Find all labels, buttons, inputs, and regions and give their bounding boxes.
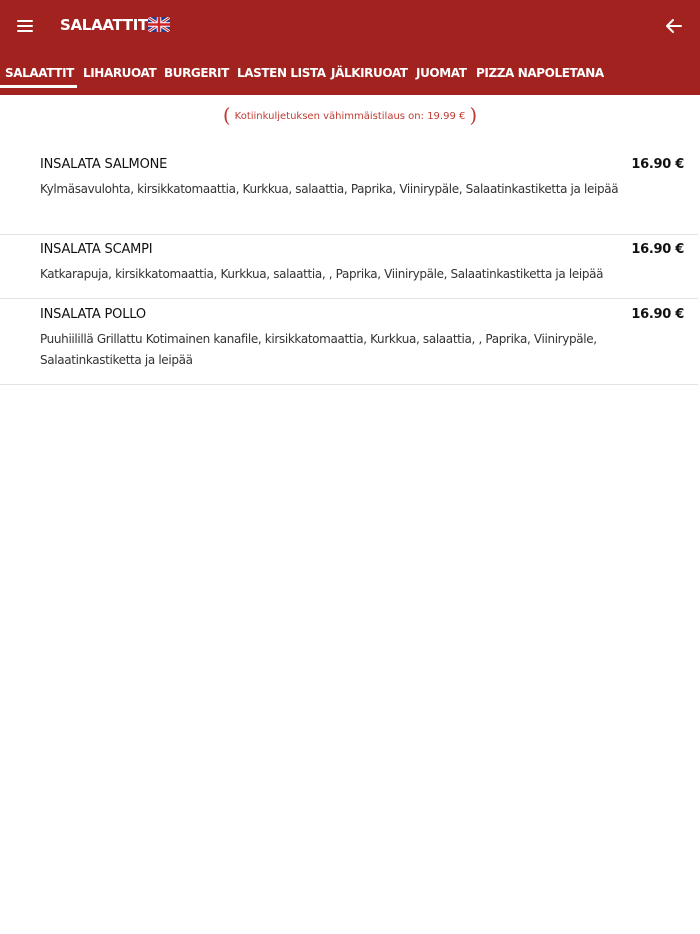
item-price: 16.90 € (631, 242, 684, 257)
item-name: INSALATA SCAMPI (40, 242, 153, 257)
app-header (0, 0, 700, 95)
item-description: Puuhiilillä Grillattu Kotimainen kanafile, kirsikkatomaattia, Kurkkua, salaattia, , Paprika, Viinirypäle, Salaatinkastiketta ja leipää (40, 332, 597, 367)
tab-liharuoat[interactable]: LIHARUOAT (83, 66, 157, 80)
tab-pizza-napoletana[interactable]: PIZZA NAPOLETANA (476, 66, 604, 80)
item-price: 16.90 € (631, 307, 684, 322)
menu-item[interactable] (0, 157, 698, 235)
item-description: Kylmäsavulohta, kirsikkatomaattia, Kurkkua, salaattia, Paprika, Viinirypäle, Salaatinkastiketta ja leipää (40, 182, 619, 196)
item-name: INSALATA POLLO (40, 307, 146, 322)
active-tab-indicator (0, 85, 77, 88)
tab-jalkiruoat[interactable]: JÄLKIRUOAT (331, 66, 408, 80)
menu-item[interactable] (0, 242, 698, 299)
tab-burgerit[interactable]: BURGERIT (164, 66, 229, 80)
arrow-left-icon[interactable] (662, 14, 686, 38)
item-name: INSALATA SALMONE (40, 157, 168, 172)
tab-lasten-lista[interactable]: LASTEN LISTA (237, 66, 326, 80)
min-order-notice: ( Kotiinkuljetuksen vähimmäistilaus on: 19.99 € ) (222, 103, 478, 127)
min-order-text: Kotiinkuljetuksen vähimmäistilaus on: 19.99 € (234, 111, 466, 122)
tab-juomat[interactable]: JUOMAT (416, 66, 467, 80)
hamburger-menu-icon[interactable] (14, 14, 38, 38)
category-tabs (0, 62, 700, 95)
menu-item[interactable] (0, 307, 698, 385)
item-price: 16.90 € (631, 157, 684, 172)
item-description: Katkarapuja, kirsikkatomaattia, Kurkkua, salaattia, , Paprika, Viinirypäle, Salaatinkastiketta ja leipää (40, 267, 604, 281)
tab-salaattit[interactable]: SALAATTIT (5, 66, 74, 80)
uk-flag-icon[interactable] (148, 17, 170, 32)
top-bar (0, 0, 700, 52)
page-title: SALAATTIT (60, 16, 148, 34)
